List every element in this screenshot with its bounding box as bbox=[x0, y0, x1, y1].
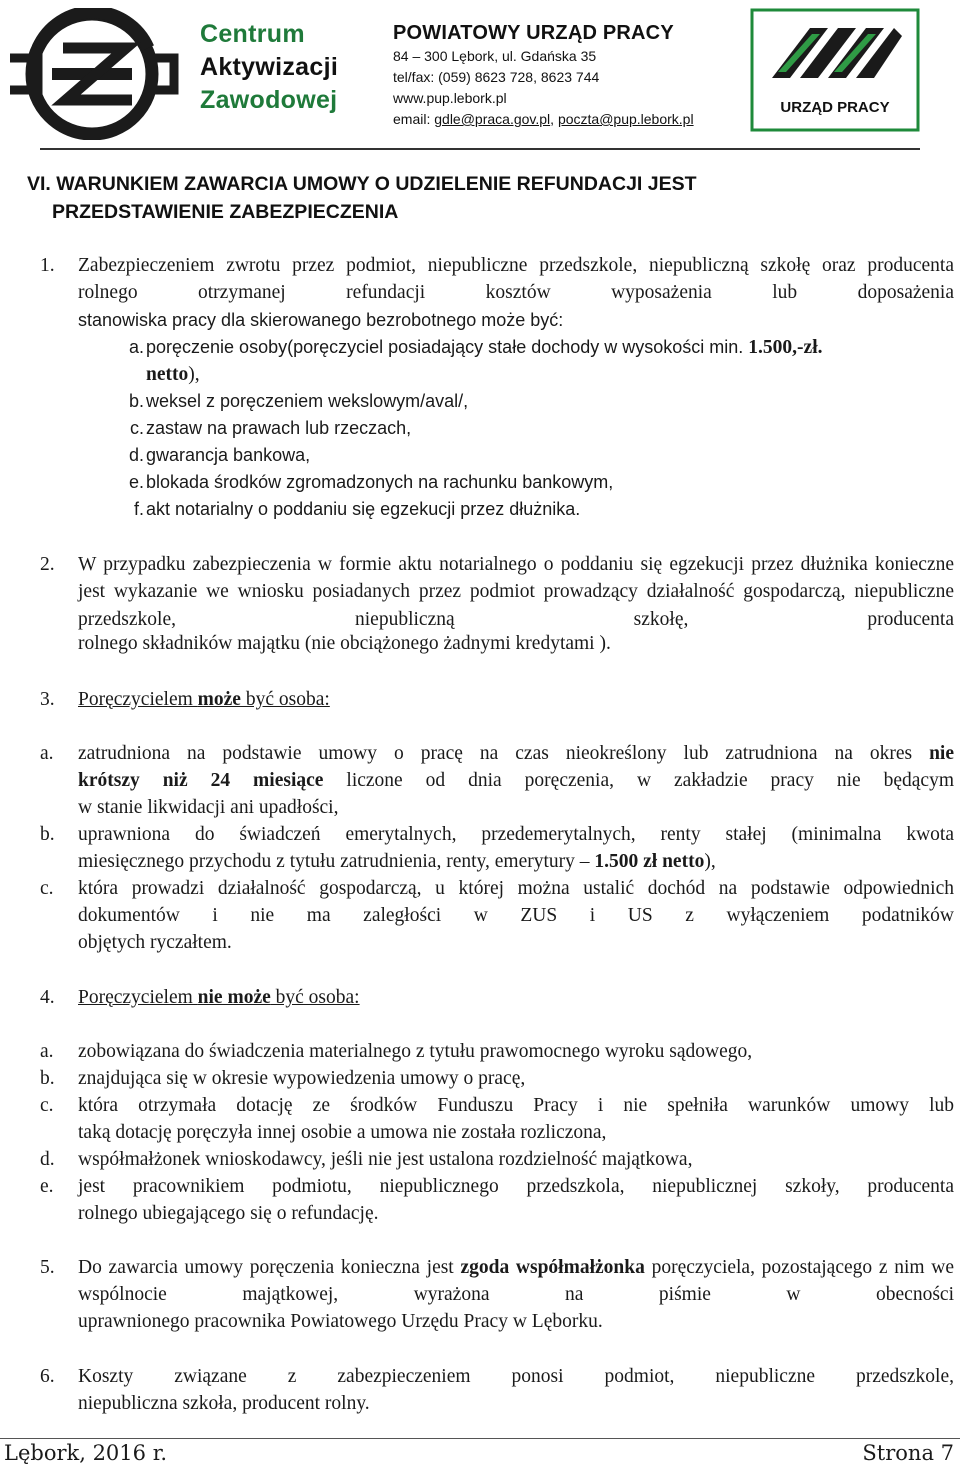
point-3-b-text-2: miesięcznego przychodu z tytułu zatrudnienia, renty, emerytury – bbox=[78, 851, 595, 872]
cav-wordmark bbox=[200, 18, 338, 117]
point-6-number: 6. bbox=[40, 1366, 55, 1387]
section-heading bbox=[27, 170, 927, 226]
point-3-b-line-2 bbox=[78, 848, 716, 875]
point-4-b-label: b. bbox=[40, 1068, 55, 1089]
point-5-text bbox=[78, 1254, 954, 1309]
point-3-a-text-2: liczone od dnia poręczenia, w zakładzie pracy nie będącym bbox=[323, 770, 954, 791]
point-4-c-label: c. bbox=[40, 1095, 54, 1116]
point-1-item-a-label: a. bbox=[128, 337, 144, 357]
cav-logo bbox=[8, 8, 188, 140]
point-3-a-line-2 bbox=[78, 767, 954, 794]
office-address: 84 – 300 Lębork, ul. Gdańska 35 bbox=[393, 48, 597, 64]
point-4-number: 4. bbox=[40, 987, 55, 1008]
point-3-a-bold-2: krótszy niż 24 miesiące bbox=[78, 770, 324, 791]
point-4-c-line-1: która otrzymała dotację ze środków Funduszu Pracy i nie spełniła warunków umowy lub bbox=[78, 1095, 954, 1116]
point-1-item-a-suffix: ), bbox=[188, 364, 200, 385]
point-1-item-a-netto: netto bbox=[146, 364, 189, 385]
point-5-text-c: poręczyciela, pozostającego z nim we wspólnocie majątkowej, wyrażona na piśmie w obecności bbox=[78, 1257, 954, 1306]
point-3-title-b: może bbox=[197, 689, 241, 710]
point-4-a-label: a. bbox=[40, 1041, 54, 1062]
office-phone: tel/fax: (059) 8623 728, 8623 744 bbox=[393, 69, 600, 85]
point-4-e-label: e. bbox=[40, 1176, 54, 1197]
point-3-a-line-1 bbox=[78, 740, 954, 767]
cav-line-2: Aktywizacji bbox=[200, 53, 339, 81]
point-1-item-f: akt notarialny o poddaniu się egzekucji przez dłużnika. bbox=[146, 499, 581, 519]
point-3-title bbox=[78, 686, 330, 713]
footer-page-number: Strona 7 bbox=[862, 1441, 954, 1465]
point-4-a-text: zobowiązana do świadczenia materialnego z tytułu prawomocnego wyroku sądowego, bbox=[78, 1041, 753, 1062]
cav-line-3: Zawodowej bbox=[200, 86, 338, 114]
point-2-number: 2. bbox=[40, 554, 55, 575]
point-1-item-e: blokada środków zgromadzonych na rachunku bankowym, bbox=[146, 472, 614, 492]
point-3-b-label: b. bbox=[40, 824, 55, 845]
point-1-item-a-text: poręczenie osoby(poręczyciel posiadający stałe dochody w wysokości min. bbox=[146, 337, 749, 357]
point-1-number: 1. bbox=[40, 255, 55, 276]
point-5-bold: zgoda współmałżonka bbox=[460, 1257, 645, 1278]
section-heading-line-2: PRZEDSTAWIENIE ZABEZPIECZENIA bbox=[52, 201, 399, 223]
office-contact-block bbox=[393, 20, 694, 130]
point-4-title-c: być osoba: bbox=[270, 987, 360, 1008]
email-link-2[interactable]: poczta@pup.lebork.pl bbox=[557, 111, 694, 127]
point-4-title-b: nie może bbox=[197, 987, 271, 1008]
point-2-last-line: rolnego składników majątku (nie obciążonego żadnymi kredytami ). bbox=[78, 633, 611, 654]
point-4-title bbox=[78, 984, 360, 1011]
point-3-a-line-3: w stanie likwidacji ani upadłości, bbox=[78, 797, 339, 818]
point-1-item-e-label: e. bbox=[128, 472, 144, 492]
footer-place-date: Lębork, 2016 r. bbox=[4, 1441, 168, 1465]
point-1-text: Zabezpieczeniem zwrotu przez podmiot, niepubliczne przedszkole, niepubliczną szkołę oraz producenta rolnego otrzymanej refundacji kosztów wyposażenia lub doposażenia bbox=[78, 255, 954, 304]
point-1-item-a bbox=[146, 334, 823, 361]
point-1-item-d: gwarancja bankowa, bbox=[146, 445, 311, 465]
office-website[interactable]: www.pup.lebork.pl bbox=[393, 90, 507, 106]
point-3-c-text: która prowadzi działalność gospodarczą, u której można ustalić dochód na podstawie odpowiednich dokumentów i nie ma zaległości w ZUS i US z wyłączeniem podatników bbox=[78, 878, 954, 927]
section-heading-line-1: VI. WARUNKIEM ZAWARCIA UMOWY O UDZIELENIE REFUNDACJI JEST bbox=[27, 173, 697, 195]
point-3-b-line-1: uprawniona do świadczeń emerytalnych, przedemerytalnych, renty stałej (minimalna kwota bbox=[78, 824, 954, 845]
point-1-item-b: weksel z poręczeniem wekslowym/aval/, bbox=[146, 391, 469, 411]
point-1-last-line: stanowiska pracy dla skierowanego bezrobotnego może być: bbox=[78, 310, 564, 330]
email-label: email: bbox=[393, 111, 431, 127]
point-1-item-a-cont bbox=[146, 361, 200, 388]
point-3-c-last-line: objętych ryczałtem. bbox=[78, 932, 232, 953]
office-email-line bbox=[393, 109, 694, 130]
point-3-title-c: być osoba: bbox=[240, 689, 330, 710]
office-title: POWIATOWY URZĄD PRACY bbox=[393, 22, 674, 44]
urzad-pracy-text: URZĄD PRACY bbox=[780, 99, 890, 116]
point-4-e-line-1: jest pracownikiem podmiotu, niepublicznego przedszkola, niepublicznej szkoły, producenta bbox=[78, 1176, 954, 1197]
point-1-item-b-label: b. bbox=[128, 391, 144, 411]
point-3-a-text-1: zatrudniona na podstawie umowy o pracę na czas nieokreślony lub zatrudniona na okres bbox=[78, 743, 930, 764]
point-3-b-text-3: ), bbox=[704, 851, 716, 872]
point-3-title-a: Poręczycielem bbox=[78, 689, 198, 710]
point-1-item-c: zastaw na prawach lub rzeczach, bbox=[146, 418, 412, 438]
email-separator: , bbox=[550, 111, 555, 127]
point-3-number: 3. bbox=[40, 689, 55, 710]
point-3-a-label: a. bbox=[40, 743, 54, 764]
point-6-text: Koszty związane z zabezpieczeniem ponosi podmiot, niepubliczne przedszkole, bbox=[78, 1366, 954, 1387]
email-link-1[interactable]: gdle@praca.gov.pl bbox=[434, 111, 551, 127]
point-3-b-amount: 1.500 zł netto bbox=[594, 851, 705, 872]
point-4-b-text: znajdująca się w okresie wypowiedzenia umowy o pracę, bbox=[78, 1068, 526, 1089]
point-1-item-f-label: f. bbox=[133, 499, 144, 519]
point-4-d-label: d. bbox=[40, 1149, 55, 1170]
point-1-item-d-label: d. bbox=[128, 445, 144, 465]
point-1-item-a-amount: 1.500,-zł. bbox=[748, 337, 823, 358]
header-divider bbox=[40, 148, 920, 150]
cav-line-1: Centrum bbox=[200, 20, 305, 48]
point-5-last-line: uprawnionego pracownika Powiatowego Urzędu Pracy w Lęborku. bbox=[78, 1311, 603, 1332]
point-4-title-a: Poręczycielem bbox=[78, 987, 198, 1008]
point-6-last-line: niepubliczna szkoła, producent rolny. bbox=[78, 1393, 370, 1414]
point-4-c-line-2: taką dotację poręczyła innej osobie a umowa nie została rozliczona, bbox=[78, 1122, 607, 1143]
letterhead bbox=[0, 0, 960, 152]
point-3-a-bold-1: nie bbox=[929, 743, 954, 764]
point-3-c-label: c. bbox=[40, 878, 54, 899]
point-5-number: 5. bbox=[40, 1257, 55, 1278]
point-4-e-line-2: rolnego ubiegającego się o refundację. bbox=[78, 1203, 379, 1224]
urzad-pracy-logo bbox=[750, 8, 920, 132]
point-1-item-c-label: c. bbox=[129, 418, 144, 438]
point-4-d-text: współmałżonek wnioskodawcy, jeśli nie jest ustalona rozdzielność majątkowa, bbox=[78, 1149, 693, 1170]
point-2-text: W przypadku zabezpieczenia w formie aktu notarialnego o poddaniu się egzekucji przez dłużnika konieczne jest wykazanie we wniosku posiadanych przez podmiot prowadzący działalność gospodarczą, niepubliczne przedszkole, niepubliczną szkołę, producenta bbox=[78, 554, 954, 630]
point-5-text-a: Do zawarcia umowy poręczenia konieczna jest bbox=[78, 1257, 461, 1278]
